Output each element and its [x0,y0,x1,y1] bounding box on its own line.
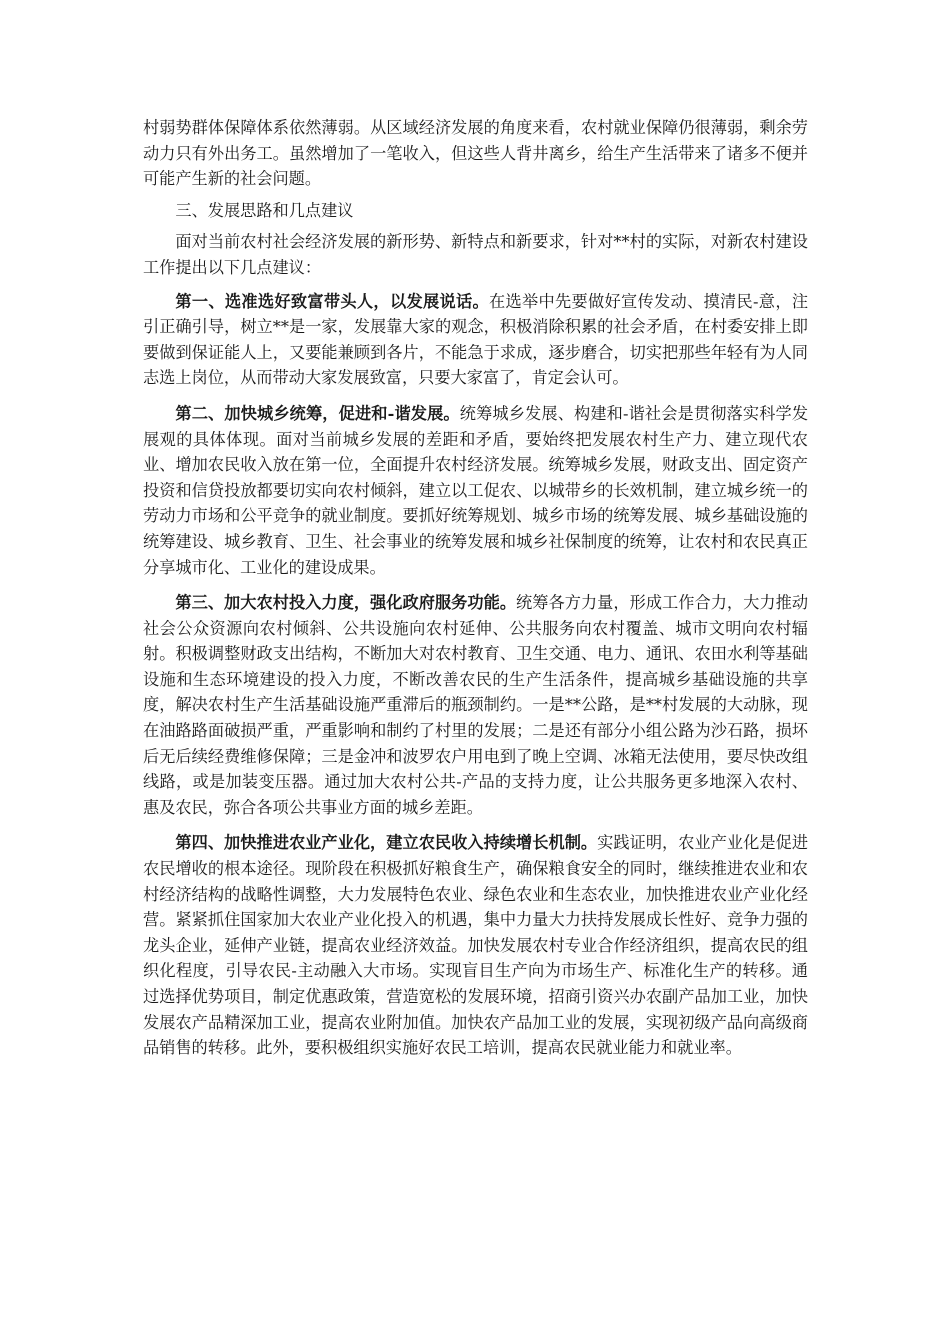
section-heading: 三、发展思路和几点建议 [175,200,354,220]
suggestion-lead-3: 第三、加大农村投入力度，强化政府服务功能。 [175,593,517,613]
suggestion-lead-1: 第一、选准选好致富带头人，以发展说话。 [175,291,489,311]
suggestion-paragraph-2 [143,401,808,580]
suggestion-lead-4: 第四、加快推进农业产业化，建立农民收入持续增长机制。 [175,833,598,853]
continuation-paragraph: 村弱势群体保障体系依然薄弱。从区域经济发展的角度来看，农村就业保障仍很薄弱，剩余劳动力只有外出务工。虽然增加了一笔收入，但这些人背井离乡，给生产生活带来了诸多不便并可能产生新的社会问题。 [143,118,808,189]
suggestion-paragraph-1 [143,289,808,391]
suggestion-body-2: 统筹城乡发展、构建和-谐社会是贯彻落实科学发展观的具体体现。面对当前城乡发展的差距和矛盾，要始终把发展农村生产力、建立现代农业、增加农民收入放在第一位，全面提升农村经济发展。统筹城乡发展，财政支出、固定资产投资和信贷投放都要切实向农村倾斜，建立以工促农、以城带乡的长效机制，建立城乡统一的劳动力市场和公平竞争的就业制度。要抓好统筹规划、城乡市场的统筹发展、城乡基础设施的统筹建设、城乡教育、卫生、社会事业的统筹发展和城乡社保制度的统筹，让农村和农民真正分享城市化、工业化的建设成果。 [143,403,809,577]
suggestion-body-4: 实践证明，农业产业化是促进农民增收的根本途径。现阶段在积极抓好粮食生产，确保粮食安全的同时，继续推进农业和农村经济结构的战略性调整，大力发展特色农业、绿色农业和生态农业，加快推进农业产业化经营。紧紧抓住国家加大农业产业化投入的机遇，集中力量大力扶持发展成长性好、竞争力强的龙头企业，延伸产业链，提高农业经济效益。加快发展农村专业合作经济组织，提高农民的组织化程度，引导农民-主动融入大市场。实现盲目生产向为市场生产、标准化生产的转移。通过选择优势项目，制定优惠政策，营造宽松的发展环境，招商引资兴办农副产品加工业，加快发展农产品精深加工业，提高农业附加值。加快农产品加工业的发展，实现初级产品向高级商品销售的转移。此外，要积极组织实施好农民工培训，提高农民就业能力和就业率。 [143,833,809,1058]
document-page [143,115,808,1061]
suggestion-body-1: 在选举中先要做好宣传发动、摸清民-意，注引正确引导，树立**是一家，发展靠大家的观念，积极消除积累的社会矛盾，在村委安排上即要做到保证能人上，又要能兼顾到各片，不能急于求成，逐步磨合，切实把那些年轻有为人同志选上岗位，从而带动大家发展致富，只要大家富了，肯定会认可。 [143,291,809,388]
suggestion-body-3: 统筹各方力量，形成工作合力，大力推动社会公众资源向农村倾斜、公共设施向农村延伸、公共服务向农村覆盖、城市文明向农村辐射。积极调整财政支出结构，不断加大对农村教育、卫生交通、电力、通讯、农田水利等基础设施和生态环境建设的投入力度，不断改善农民的生产生活条件，提高城乡基础设施的共享度，解决农村生产生活基础设施严重滞后的瓶颈制约。一是**公路，是**村发展的大动脉，现在油路路面破损严重，严重影响和制约了村里的发展；二是还有部分小组公路为沙石路，损坏后无后续经费维修保障；三是金冲和波罗农户用电到了晚上空调、冰箱无法使用，要尽快改组线路，或是加装变压器。通过加大农村公共-产品的支持力度，让公共服务更多地深入农村、惠及农民，弥合各项公共事业方面的城乡差距。 [143,593,809,817]
intro-paragraph: 面对当前农村社会经济发展的新形势、新特点和新要求，针对**村的实际，对新农村建设工作提出以下几点建议： [143,232,808,277]
suggestion-paragraph-3 [143,590,808,820]
suggestion-lead-2: 第二、加快城乡统筹，促进和-谐发展。 [175,403,460,423]
suggestion-paragraph-4 [143,830,808,1060]
